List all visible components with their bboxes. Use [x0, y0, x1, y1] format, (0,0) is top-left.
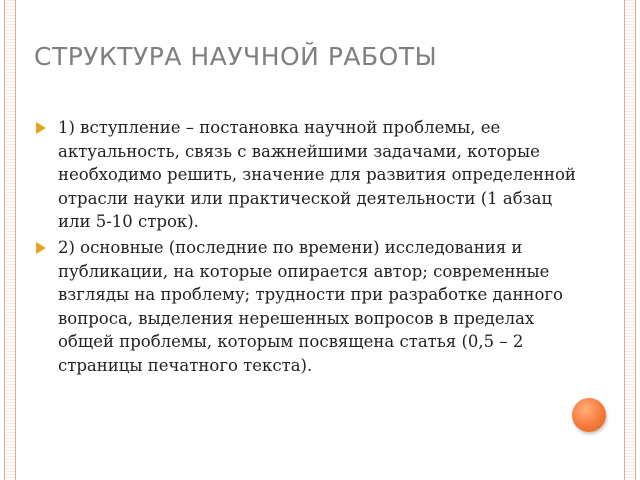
left-decorative-border: [4, 0, 16, 480]
triangle-bullet-icon: [36, 242, 46, 254]
bullet-item: [36, 236, 576, 378]
bullet-text: 2) основные (последние по времени) исследования и публикации, на которые опирается автор; современные взгляды на проблему; трудности при разработке данного вопроса, выделения нерешенных вопросов в пределах общей проблемы, которым посвящена статья (0,5 – 2 страницы печатного текста).: [58, 237, 563, 375]
slide-content: [36, 116, 576, 380]
triangle-bullet-icon: [36, 122, 46, 134]
bullet-text: 1) вступление – постановка научной проблемы, ее актуальность, связь с важнейшими задачами, которые необходимо решить, значение для развития определенной отрасли науки или практической деятельности (1 абзац или 5-10 строк).: [58, 118, 576, 232]
orange-circle-icon: [572, 398, 606, 432]
bullet-item: [36, 116, 576, 234]
slide-title: СТРУКТУРА НАУЧНОЙ РАБОТЫ: [34, 42, 438, 71]
right-decorative-border: [624, 0, 636, 480]
